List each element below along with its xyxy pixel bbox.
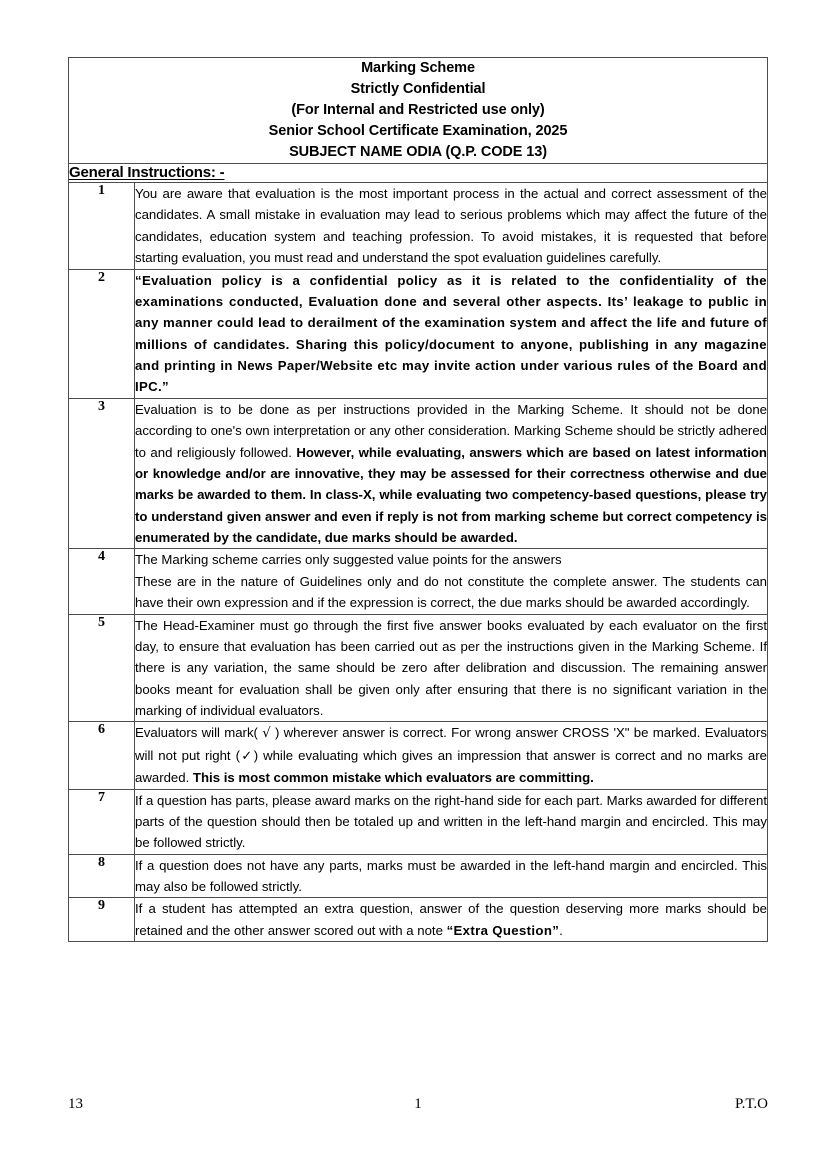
instruction-paragraph: If a question has parts, please award marks on the right-hand side for each part. Marks awarded for different parts of the question should then be totaled up and written in the left-hand margin and encircled. This may be followed strictly. [135,792,767,851]
instruction-row-5 [69,614,768,722]
header-title-line-2: Strictly Confidential [350,81,486,98]
instruction-number: 9 [69,898,135,942]
header-row [69,58,768,164]
instruction-text [135,398,768,549]
instruction-text [135,854,768,898]
instruction-number: 5 [69,614,135,722]
instruction-paragraph: If a question does not have any parts, marks must be awarded in the left-hand margin and encircled. This may also be followed strictly. [135,857,767,895]
instruction-paragraph: The Marking scheme carries only suggested value points for the answers [135,552,562,568]
instruction-number: 4 [69,549,135,614]
instruction-paragraph [135,399,767,549]
instruction-number: 1 [69,183,135,270]
general-instructions-title-row [69,164,768,183]
instruction-row-8 [69,854,768,898]
instruction-paragraph [135,722,767,788]
instruction-paragraph [135,898,767,941]
header-title-line-3: (For Internal and Restricted use only) [291,102,545,119]
instruction-text [135,789,768,854]
header-title-line-5: SUBJECT NAME ODIA (Q.P. CODE 13) [289,144,547,161]
instruction-row-4 [69,549,768,614]
extra-question-note: “Extra Question” [446,922,560,938]
instruction-number: 3 [69,398,135,549]
instruction-paragraph: The Head-Examiner must go through the first five answer books evaluated by each evaluator on the first day, to ensure that evaluation has been carried out as per the instructions given in the Marking Scheme. If there is any variation, the same should be zero after delibration and discussion. The remaining answer books meant for evaluation shall be given only after ensuring that there is no significant variation in the marking of individual evaluators. [135,617,767,719]
instruction-row-7 [69,789,768,854]
page-footer [68,1096,768,1120]
instruction-number: 7 [69,789,135,854]
document-header [69,58,768,164]
instruction-paragraph: These are in the nature of Guidelines only and do not constitute the complete answer. The students can have their own expression and if the expression is correct, the due marks should be awarded accordingly. [135,573,767,611]
header-title-line-4: Senior School Certificate Examination, 2025 [268,123,568,140]
instruction-text [135,269,768,398]
instruction-text [135,549,768,614]
instruction-row-1 [69,183,768,270]
instruction-row-2 [69,269,768,398]
instruction-text-normal: If a student has attempted an extra question, answer of the question deserving more marks should be retained and the other answer scored out with a note [135,901,767,938]
instruction-paragraph: You are aware that evaluation is the most important process in the actual and correct assessment of the candidates. A small mistake in evaluation may lead to serious problems which may affect the future of the candidates, education system and teaching profession. To avoid mistakes, it is requested that before starting evaluation, you must read and understand the spot evaluation guidelines carefully. [135,186,767,266]
instruction-row-9 [69,898,768,942]
instruction-paragraph-bold: “Evaluation policy is a confidential policy as it is related to the confidentiality of the examinations conducted, Evaluation done and several other aspects. Its’ leakage to public in any manner could lead to derailment of the examination system and affect the life and future of millions of candidates. Sharing this policy/document to anyone, publishing in any magazine and printing in News Paper/Website etc may invite action under various rules of the Board and IPC.” [135,272,767,395]
instruction-text [135,614,768,722]
marking-scheme-table [68,57,768,942]
instruction-number: 6 [69,722,135,789]
footer-page-number: 1 [414,1096,422,1112]
instruction-text-bold: This is most common mistake which evaluators are committing. [192,770,594,786]
instruction-text-normal: . [559,922,563,938]
header-title-line-1: Marking Scheme [361,60,475,76]
instruction-text [135,183,768,270]
instruction-number: 8 [69,854,135,898]
instruction-number: 2 [69,269,135,398]
instruction-row-6 [69,722,768,789]
instruction-text-bold: However, while evaluating, answers which are based on latest information or knowledge and/or are innovative, they may be assessed for their correctness otherwise and due marks be awarded to them. In class-X, while evaluating two competency-based questions, please try to understand given answer and even if reply is not from marking scheme but correct competency is enumerated by the candidate, due marks should be awarded. [135,444,767,546]
instruction-text-normal: ) while evaluating which gives an impression that answer is correct and no marks are awarded. [135,747,767,786]
checkmark-icon: ✓ [239,748,254,764]
general-instructions-title: General Instructions: - [69,164,225,182]
check-radical-icon: √ [262,726,271,742]
general-instructions-heading-cell [69,164,768,183]
instruction-text-normal: ) wherever answer is correct. For wrong answer CROSS 'X" be marked. Evaluators will not put right ( [135,725,767,763]
instruction-text-normal: Evaluation is to be done as per instructions provided in the Marking Scheme. It should not be done according to one's own interpretation or any other consideration. Marking Scheme should be strictly adhered to and religiously followed. [135,401,767,460]
instruction-row-3 [69,398,768,549]
instruction-text [135,722,768,789]
footer-pto-note: P.T.O [734,1096,768,1112]
instruction-text-normal: Evaluators will mark( [135,725,263,741]
instruction-text [135,898,768,942]
footer-subject-code: 13 [68,1096,83,1112]
